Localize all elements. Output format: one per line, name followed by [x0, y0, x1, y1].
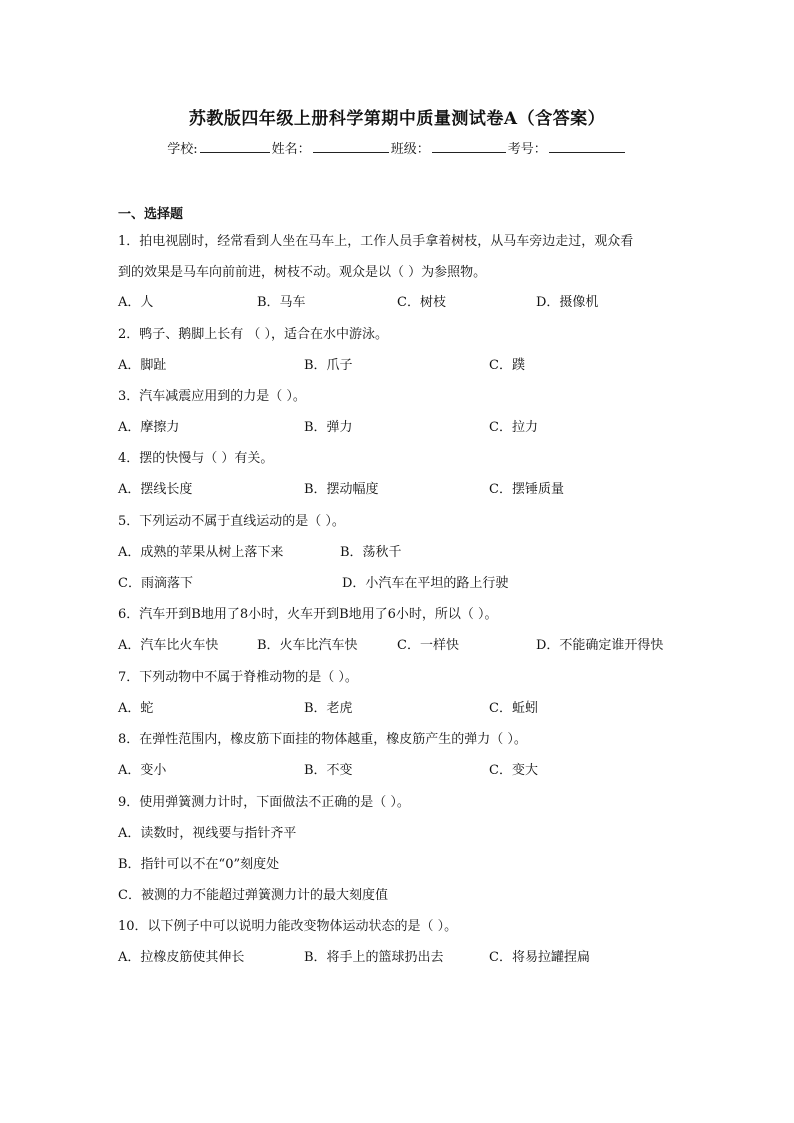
question-2-option-c: C．蹼 — [489, 358, 525, 373]
section-heading: 一、选择题 — [118, 207, 184, 222]
question-7-option-b: B．老虎 — [304, 701, 353, 716]
question-3-option-b: B．弹力 — [304, 420, 353, 435]
question-1-option-d: D．摄像机 — [536, 295, 599, 310]
question-10-option-a: A．拉橡皮筋使其伸长 — [118, 950, 245, 965]
question-1-option-a: A．人 — [118, 295, 154, 310]
question-6-option-c: C．一样快 — [397, 638, 459, 653]
school-label: 学校: — [167, 142, 198, 157]
page-title: 苏教版四年级上册科学第期中质量测试卷A（含答案） — [188, 109, 606, 129]
question-10-option-c: C．将易拉罐捏扁 — [489, 950, 590, 965]
name-blank — [313, 139, 389, 153]
question-8-option-a: A．变小 — [118, 763, 167, 778]
class-label: 班级： — [390, 142, 430, 157]
question-6-option-a: A．汽车比火车快 — [118, 638, 219, 653]
question-8-stem: 8．在弹性范围内，橡皮筋下面挂的物体越重，橡皮筋产生的弹力（ ）。 — [118, 732, 527, 747]
question-5-option-a: A．成熟的苹果从树上落下来 — [118, 545, 284, 560]
question-6-option-d: D．不能确定谁开得快 — [536, 638, 664, 653]
number-blank — [549, 139, 625, 153]
question-5-option-c: C．雨滴落下 — [118, 576, 193, 591]
question-1-stem-cont: 到的效果是马车向前前进，树枝不动。观众是以（ ）为参照物。 — [118, 265, 487, 280]
question-2-option-b: B．爪子 — [304, 358, 353, 373]
question-9-option-a: A．读数时，视线要与指针齐平 — [118, 826, 297, 841]
question-3-stem: 3．汽车减震应用到的力是（ ）。 — [118, 389, 306, 404]
question-5-stem: 5．下列运动不属于直线运动的是（ ）。 — [118, 514, 345, 529]
question-4-option-c: C．摆锤质量 — [489, 482, 564, 497]
question-6-stem: 6．汽车开到B地用了8小时，火车开到B地用了6小时，所以（ ）。 — [118, 607, 498, 622]
question-1-stem: 1．拍电视剧时，经常看到人坐在马车上，工作人员手拿着树枝，从马车旁边走过，观众看 — [118, 234, 634, 249]
question-4-stem: 4．摆的快慢与（ ）有关。 — [118, 451, 274, 466]
question-4-option-b: B．摆动幅度 — [304, 482, 379, 497]
question-8-option-b: B．不变 — [304, 763, 353, 778]
question-1-option-b: B．马车 — [257, 295, 306, 310]
number-label: 考号： — [507, 142, 547, 157]
name-label: 姓名： — [271, 142, 311, 157]
school-blank — [200, 139, 270, 153]
question-4-option-a: A．摆线长度 — [118, 482, 193, 497]
class-blank — [432, 139, 506, 153]
question-1-option-c: C．树枝 — [397, 295, 446, 310]
question-6-option-b: B．火车比汽车快 — [257, 638, 358, 653]
question-9-stem: 9．使用弹簧测力计时，下面做法不正确的是（ ）。 — [118, 795, 410, 810]
question-9-option-b: B．指针可以不在“0”刻度处 — [118, 857, 280, 872]
student-info-line — [0, 138, 794, 157]
question-8-option-c: C．变大 — [489, 763, 538, 778]
question-7-option-c: C．蚯蚓 — [489, 701, 538, 716]
question-5-option-b: B．荡秋千 — [340, 545, 402, 560]
question-10-stem: 10．以下例子中可以说明力能改变物体运动状态的是（ ）。 — [118, 919, 458, 934]
question-5-option-d: D．小汽车在平坦的路上行驶 — [342, 576, 509, 591]
question-7-option-a: A．蛇 — [118, 701, 154, 716]
question-3-option-c: C．拉力 — [489, 420, 538, 435]
question-7-stem: 7．下列动物中不属于脊椎动物的是（ ）。 — [118, 670, 358, 685]
question-10-option-b: B．将手上的篮球扔出去 — [304, 950, 444, 965]
question-2-option-a: A．脚趾 — [118, 358, 167, 373]
question-9-option-c: C．被测的力不能超过弹簧测力计的最大刻度值 — [118, 888, 388, 903]
question-2-stem: 2．鸭子、鹅脚上长有 （ ），适合在水中游泳。 — [118, 327, 389, 342]
question-3-option-a: A．摩擦力 — [118, 420, 180, 435]
